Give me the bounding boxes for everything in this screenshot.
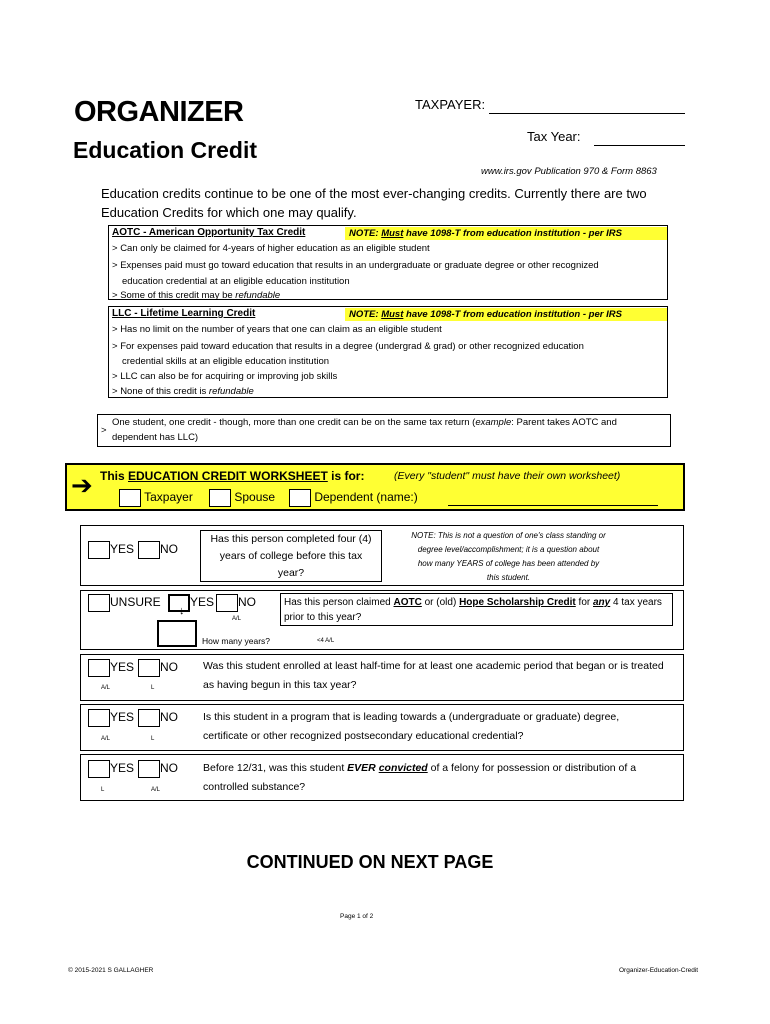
option-spouse[interactable]: Spouse	[209, 489, 275, 507]
q4-no-checkbox[interactable]	[138, 709, 160, 727]
aotc-note-prefix: NOTE:	[349, 228, 382, 239]
q2-box: UNSURE YES ↓ NO A/L Has this person claimed AOTC or (old) Hope Scholarship Credit for any 4 tax years prior to this year? How many years? <4 A/L	[80, 590, 684, 650]
lt4-label: <4 A/L	[317, 638, 335, 644]
page-subtitle: Education Credit	[73, 137, 258, 163]
spouse-checkbox[interactable]	[209, 489, 231, 507]
down-arrow-icon: ↓	[179, 605, 185, 617]
q3-question: Was this student enrolled at least half-time for at least one academic period that began or is treated as having begun in this tax year?	[203, 660, 664, 691]
q5-no-checkbox[interactable]	[138, 760, 160, 778]
q1-note: NOTE: This is not a question of one's class standing or degree level/accomplishment; it is a question about how many YEARS of college has been attended by this student.	[411, 531, 606, 582]
q2-no-checkbox[interactable]	[216, 594, 238, 612]
aotc-note-rest: have 1098-T from education institution - per IRS	[403, 228, 622, 239]
how-many-label: How many years?	[202, 636, 271, 646]
aotc-note-must: Must	[381, 228, 404, 239]
llc-note-prefix: NOTE:	[349, 309, 382, 320]
aotc-bullet-3: > Some of this credit may be refundable	[112, 290, 281, 301]
intro-text: Education credits continue to be one of the most ever-changing credits. Currently there are two Education Credits for which one may qualify.	[101, 186, 647, 220]
one-student-box: > One student, one credit - though, more than one credit can be on the same tax return (example: Parent takes AOTC and dependent has LLC)	[97, 414, 671, 447]
q5-question: Before 12/31, was this student EVER convicted of a felony for possession or distribution of a controlled substance?	[203, 762, 637, 793]
q1-no-checkbox[interactable]	[138, 541, 160, 559]
worksheet-note: (Every "student" must have their own worksheet)	[394, 470, 621, 482]
q4-yes-checkbox[interactable]	[88, 709, 110, 727]
llc-bullet-4: > None of this credit is refundable	[112, 386, 254, 397]
dependent-name-field[interactable]	[448, 505, 658, 506]
aotc-bullet-2b: education credential at an eligible education institution	[122, 276, 350, 287]
one-student-text: One student, one credit - though, more than one credit can be on the same tax return (example: Parent takes AOTC and	[112, 417, 617, 428]
aotc-heading: AOTC - American Opportunity Tax Credit	[112, 227, 306, 238]
taxpayer-label: TAXPAYER:	[415, 97, 486, 112]
q3-no-checkbox[interactable]	[138, 659, 160, 677]
q4-question: Is this student in a program that is leading towards a (undergraduate or graduate) degree, certificate or other recognized postsecondary educational credential?	[203, 711, 620, 742]
footer-copyright: © 2015-2021 S GALLAGHER	[68, 967, 154, 974]
llc-heading: LLC - Lifetime Learning Credit	[112, 308, 256, 319]
dependent-checkbox[interactable]	[289, 489, 311, 507]
tax-year-field[interactable]	[594, 145, 685, 146]
q1-yes-checkbox[interactable]	[88, 541, 110, 559]
q3-yes-checkbox[interactable]	[88, 659, 110, 677]
worksheet-label: This EDUCATION CREDIT WORKSHEET is for:	[100, 469, 365, 483]
aotc-note	[345, 227, 667, 240]
one-student-text-2: dependent has LLC)	[112, 432, 199, 443]
q3-box: YES NO A/L L Was this student enrolled at least half-time for at least one academic period that began or is treated as having begun in this tax year?	[80, 654, 684, 701]
page-number: Page 1 of 2	[340, 913, 374, 920]
aotc-bullet-2: > Expenses paid must go toward education that results in an undergraduate or graduate degree or other recognized	[112, 260, 599, 271]
llc-bullet-3: > LLC can also be for acquiring or improving job skills	[112, 371, 338, 382]
q2-question: Has this person claimed AOTC or (old) Hope Scholarship Credit for any 4 tax years prior to this year?	[280, 593, 673, 626]
llc-note-must: Must	[381, 309, 404, 320]
years-count-field[interactable]	[157, 620, 197, 647]
llc-note	[345, 308, 667, 321]
worksheet-selector	[65, 463, 685, 511]
option-dependent[interactable]: Dependent (name:)	[289, 489, 418, 507]
llc-note-rest: have 1098-T from education institution - per IRS	[403, 309, 622, 320]
q1-box: YES NO Has this person completed four (4) years of college before this tax year? NOTE: This is not a question of one's class standing or degree level/accomplishment; it is a question about how many YEARS of college has been attended by this student.	[80, 525, 684, 586]
tax-year-label: Tax Year:	[527, 129, 581, 144]
continued-label: CONTINUED ON NEXT PAGE	[246, 852, 494, 872]
option-taxpayer[interactable]: Taxpayer	[119, 489, 193, 507]
llc-bullet-2: > For expenses paid toward education that results in a degree (undergrad & grad) or other recognized education	[112, 341, 584, 352]
llc-bullet-2b: credential skills at an eligible education institution	[122, 356, 330, 367]
llc-bullet-1: > Has no limit on the number of years that one can claim as an eligible student	[112, 324, 442, 335]
reference-text: www.irs.gov Publication 970 & Form 8863	[481, 166, 657, 177]
q4-box: YES NO A/L L Is this student in a program that is leading towards a (undergraduate or graduate) degree, certificate or other recognized postsecondary educational credential?	[80, 704, 684, 751]
q2-unsure-checkbox[interactable]	[88, 594, 110, 612]
footer-doc-name: Organizer-Education-Credit	[619, 967, 699, 974]
taxpayer-field[interactable]	[489, 113, 685, 114]
q5-box: YES NO L A/L Before 12/31, was this student EVER convicted of a felony for possession or distribution of a controlled substance?	[80, 754, 684, 801]
q5-yes-checkbox[interactable]	[88, 760, 110, 778]
arrow-icon: ➔	[71, 470, 93, 500]
aotc-bullet-1: > Can only be claimed for 4-years of higher education as an eligible student	[112, 243, 430, 254]
llc-box	[108, 306, 668, 398]
page-title: ORGANIZER	[74, 96, 244, 128]
taxpayer-checkbox[interactable]	[119, 489, 141, 507]
q1-question: Has this person completed four (4) years of college before this tax year?	[200, 530, 382, 582]
aotc-box	[108, 225, 668, 300]
